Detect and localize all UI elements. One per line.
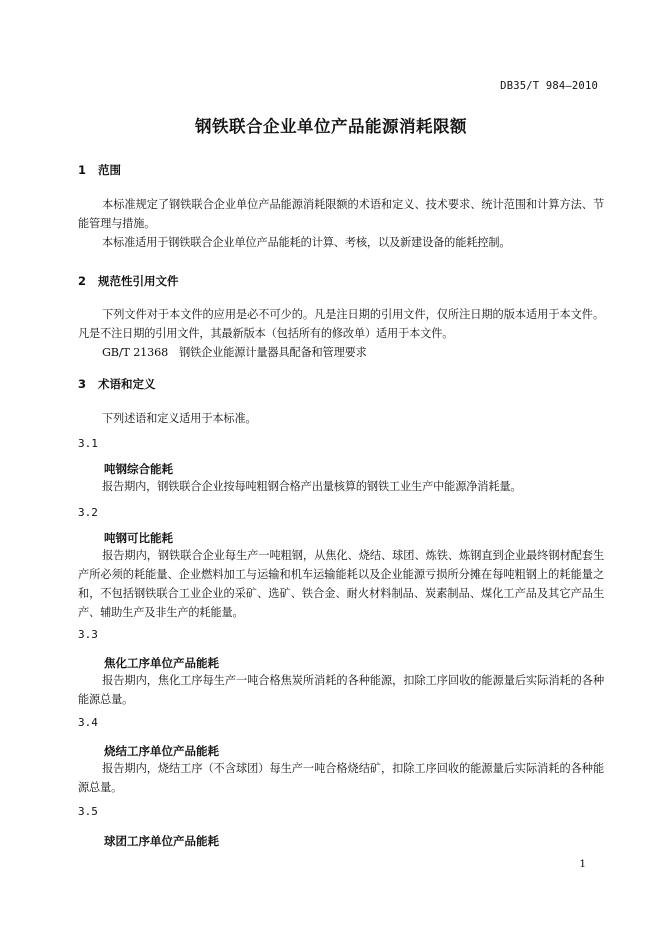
section-title: 范围 xyxy=(98,163,121,177)
section-2-heading xyxy=(78,273,179,289)
term-title: 吨钢综合能耗 xyxy=(104,462,173,476)
section-number: 1 xyxy=(78,163,87,177)
section-number: 2 xyxy=(78,274,87,288)
term-title: 球团工序单位产品能耗 xyxy=(104,834,219,848)
subsection-number: 3.3 xyxy=(78,628,98,641)
section-3-heading xyxy=(78,376,156,392)
subsection-number: 3.2 xyxy=(78,506,98,519)
term-definition: 报告期内，钢铁联合企业每生产一吨粗钢，从焦化、烧结、球团、炼铁、炼钢直到企业最终钢材配套生产所必须的耗能量、企业燃料加工与运输和机车运输能耗以及企业能源亏损所分摊在每吨粗钢上的耗能量之和，不包括钢铁联合工业企业的采矿、选矿、铁合金、耐火材料制品、炭素制品、煤化工产品及其它产品生产、辅助生产及非生产的耗能量。 xyxy=(78,549,604,619)
subsection-number: 3.4 xyxy=(78,716,98,729)
paragraph: 下列述语和定义适用于本标准。 xyxy=(102,412,257,425)
term-title: 烧结工序单位产品能耗 xyxy=(104,744,219,758)
document-title: 钢铁联合企业单位产品能源消耗限额 xyxy=(195,117,467,136)
section-title: 术语和定义 xyxy=(98,377,156,391)
term-definition: 报告期内，钢铁联合企业按每吨粗钢合格产出量核算的钢铁工业生产中能源净消耗量。 xyxy=(102,480,522,493)
paragraph: 下列文件对于本文件的应用是必不可少的。凡是注日期的引用文件，仅所注日期的版本适用于本文件。凡是不注日期的引用文件，其最新版本（包括所有的修改单）适用于本文件。 xyxy=(78,308,604,340)
section-number: 3 xyxy=(78,377,87,391)
paragraph: 本标准适用于钢铁联合企业单位产品能耗的计算、考核，以及新建设备的能耗控制。 xyxy=(102,236,511,249)
term-definition: 报告期内，焦化工序每生产一吨合格焦炭所消耗的各种能源，扣除工序回收的能源量后实际消耗的各种能源总量。 xyxy=(78,674,604,706)
subsection-number: 3.1 xyxy=(78,437,98,450)
term-title: 焦化工序单位产品能耗 xyxy=(104,656,219,670)
term-definition: 报告期内，烧结工序（不含球团）每生产一吨合格烧结矿，扣除工序回收的能源量后实际消耗的各种能源总量。 xyxy=(78,762,604,794)
page-number: 1 xyxy=(579,858,586,870)
section-1-heading xyxy=(78,162,121,178)
paragraph: 本标准规定了钢铁联合企业单位产品能源消耗限额的术语和定义、技术要求、统计范围和计算方法、节能管理与措施。 xyxy=(78,198,604,230)
referenced-standard: GB/T 21368 钢铁企业能源计量器具配备和管理要求 xyxy=(102,346,367,359)
term-title: 吨钢可比能耗 xyxy=(104,531,173,545)
subsection-number: 3.5 xyxy=(78,805,98,818)
section-title: 规范性引用文件 xyxy=(98,274,179,288)
standard-number: DB35/T 984—2010 xyxy=(500,80,598,92)
